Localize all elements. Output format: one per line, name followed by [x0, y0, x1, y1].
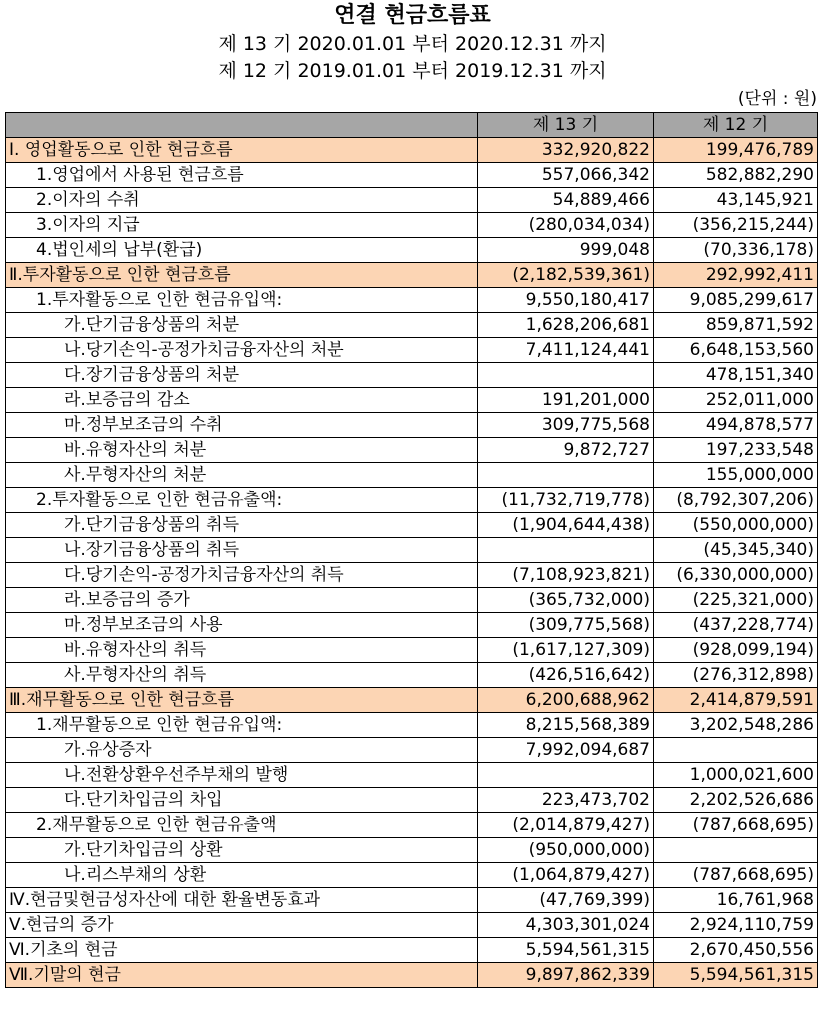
value-period-13: (7,108,923,821) — [478, 563, 654, 588]
value-period-12 — [654, 838, 818, 863]
value-period-13 — [478, 538, 654, 563]
table-row — [6, 938, 818, 963]
value-period-13: 8,215,568,389 — [478, 713, 654, 738]
row-label: Ⅵ.기초의 현금 — [6, 938, 478, 963]
row-label: Ⅱ.투자활동으로 인한 현금흐름 — [6, 263, 478, 288]
value-period-12: 582,882,290 — [654, 163, 818, 188]
value-period-13: 191,201,000 — [478, 388, 654, 413]
table-row — [6, 538, 818, 563]
value-period-12: (225,321,000) — [654, 588, 818, 613]
table-row — [6, 888, 818, 913]
value-period-12: (6,330,000,000) — [654, 563, 818, 588]
unit-label: (단위 : 원) — [737, 89, 817, 109]
value-period-12: 197,233,548 — [654, 438, 818, 463]
value-period-13: (2,014,879,427) — [478, 813, 654, 838]
value-period-13: (365,732,000) — [478, 588, 654, 613]
value-period-12: 2,670,450,556 — [654, 938, 818, 963]
value-period-12: (787,668,695) — [654, 813, 818, 838]
row-label: 나.장기금융상품의 취득 — [6, 538, 478, 563]
row-label: 3.이자의 지급 — [6, 213, 478, 238]
value-period-13 — [478, 363, 654, 388]
table-row — [6, 963, 818, 988]
value-period-13: 9,550,180,417 — [478, 288, 654, 313]
table-row — [6, 288, 818, 313]
row-label: 4.법인세의 납부(환급) — [6, 238, 478, 263]
value-period-13: 332,920,822 — [478, 138, 654, 163]
value-period-12: 2,924,110,759 — [654, 913, 818, 938]
value-period-13 — [478, 463, 654, 488]
table-row — [6, 663, 818, 688]
row-label: 1.영업에서 사용된 현금흐름 — [6, 163, 478, 188]
value-period-13: 557,066,342 — [478, 163, 654, 188]
value-period-12: 1,000,021,600 — [654, 763, 818, 788]
value-period-12: (787,668,695) — [654, 863, 818, 888]
table-row — [6, 513, 818, 538]
value-period-13: (11,732,719,778) — [478, 488, 654, 513]
table-row — [6, 388, 818, 413]
value-period-12: (8,792,307,206) — [654, 488, 818, 513]
table-row — [6, 688, 818, 713]
value-period-12: 5,594,561,315 — [654, 963, 818, 988]
value-period-13: (426,516,642) — [478, 663, 654, 688]
value-period-12: 3,202,548,286 — [654, 713, 818, 738]
table-row — [6, 488, 818, 513]
value-period-12: (550,000,000) — [654, 513, 818, 538]
row-label: 라.보증금의 감소 — [6, 388, 478, 413]
row-label: 다.장기금융상품의 처분 — [6, 363, 478, 388]
value-period-12: 199,476,789 — [654, 138, 818, 163]
value-period-13: (950,000,000) — [478, 838, 654, 863]
value-period-12: 494,878,577 — [654, 413, 818, 438]
value-period-12: 9,085,299,617 — [654, 288, 818, 313]
value-period-13 — [478, 763, 654, 788]
row-label: Ⅴ.현금의 증가 — [6, 913, 478, 938]
row-label: 가.단기금융상품의 처분 — [6, 313, 478, 338]
table-row — [6, 263, 818, 288]
row-label: 2.투자활동으로 인한 현금유출액: — [6, 488, 478, 513]
value-period-13: 6,200,688,962 — [478, 688, 654, 713]
value-period-13: 7,992,094,687 — [478, 738, 654, 763]
value-period-12: 292,992,411 — [654, 263, 818, 288]
period-current: 제 13 기 2020.01.01 부터 2020.12.31 까지 — [218, 33, 607, 55]
table-row — [6, 413, 818, 438]
row-label: 다.단기차입금의 차입 — [6, 788, 478, 813]
table-row — [6, 313, 818, 338]
table-row — [6, 588, 818, 613]
table-row — [6, 163, 818, 188]
value-period-13: (2,182,539,361) — [478, 263, 654, 288]
table-row — [6, 613, 818, 638]
table-row — [6, 363, 818, 388]
row-label: 2.이자의 수취 — [6, 188, 478, 213]
row-label: 나.전환상환우선주부채의 발행 — [6, 763, 478, 788]
value-period-13: (1,064,879,427) — [478, 863, 654, 888]
value-period-12: (928,099,194) — [654, 638, 818, 663]
header-row — [6, 113, 818, 138]
row-label: Ⅳ.현금및현금성자산에 대한 환율변동효과 — [6, 888, 478, 913]
statement-title: 연결 현금흐름표 — [334, 3, 491, 28]
header-period-12: 제 12 기 — [654, 113, 818, 138]
value-period-12: 16,761,968 — [654, 888, 818, 913]
value-period-13: (1,617,127,309) — [478, 638, 654, 663]
row-label: 1.재무활동으로 인한 현금유입액: — [6, 713, 478, 738]
value-period-12: 6,648,153,560 — [654, 338, 818, 363]
value-period-13: 223,473,702 — [478, 788, 654, 813]
row-label: 라.보증금의 증가 — [6, 588, 478, 613]
value-period-12: (356,215,244) — [654, 213, 818, 238]
row-label: 다.당기손익-공정가치금융자산의 취득 — [6, 563, 478, 588]
value-period-13: 999,048 — [478, 238, 654, 263]
value-period-12: 252,011,000 — [654, 388, 818, 413]
table-row — [6, 138, 818, 163]
value-period-12 — [654, 738, 818, 763]
row-label: 가.단기금융상품의 취득 — [6, 513, 478, 538]
table-row — [6, 913, 818, 938]
row-label: Ⅰ. 영업활동으로 인한 현금흐름 — [6, 138, 478, 163]
value-period-13: (309,775,568) — [478, 613, 654, 638]
table-row — [6, 438, 818, 463]
value-period-12: (276,312,898) — [654, 663, 818, 688]
row-label: Ⅶ.기말의 현금 — [6, 963, 478, 988]
value-period-13: (47,769,399) — [478, 888, 654, 913]
value-period-12: 2,202,526,686 — [654, 788, 818, 813]
row-label: 바.유형자산의 처분 — [6, 438, 478, 463]
row-label: 나.당기손익-공정가치금융자산의 처분 — [6, 338, 478, 363]
value-period-13: 9,897,862,339 — [478, 963, 654, 988]
value-period-13: 7,411,124,441 — [478, 338, 654, 363]
cash-flow-table — [5, 112, 818, 988]
row-label: 바.유형자산의 취득 — [6, 638, 478, 663]
table-row — [6, 238, 818, 263]
table-row — [6, 213, 818, 238]
row-label: 2.재무활동으로 인한 현금유출액 — [6, 813, 478, 838]
table-row — [6, 838, 818, 863]
value-period-12: (45,345,340) — [654, 538, 818, 563]
table-row — [6, 713, 818, 738]
value-period-13: 9,872,727 — [478, 438, 654, 463]
table-row — [6, 188, 818, 213]
value-period-12: 478,151,340 — [654, 363, 818, 388]
row-label: 가.유상증자 — [6, 738, 478, 763]
value-period-13: 1,628,206,681 — [478, 313, 654, 338]
row-label: 마.정부보조금의 사용 — [6, 613, 478, 638]
value-period-13: 5,594,561,315 — [478, 938, 654, 963]
table-row — [6, 813, 818, 838]
value-period-12: 859,871,592 — [654, 313, 818, 338]
table-row — [6, 863, 818, 888]
row-label: 가.단기차입금의 상환 — [6, 838, 478, 863]
table-row — [6, 563, 818, 588]
table-row — [6, 788, 818, 813]
row-label: Ⅲ.재무활동으로 인한 현금흐름 — [6, 688, 478, 713]
value-period-12: (70,336,178) — [654, 238, 818, 263]
header-item — [6, 113, 478, 138]
value-period-12: 155,000,000 — [654, 463, 818, 488]
period-prior: 제 12 기 2019.01.01 부터 2019.12.31 까지 — [218, 60, 607, 82]
value-period-13: 309,775,568 — [478, 413, 654, 438]
value-period-12: 2,414,879,591 — [654, 688, 818, 713]
table-row — [6, 763, 818, 788]
value-period-13: (1,904,644,438) — [478, 513, 654, 538]
table-row — [6, 463, 818, 488]
value-period-12: (437,228,774) — [654, 613, 818, 638]
value-period-13: (280,034,034) — [478, 213, 654, 238]
table-row — [6, 738, 818, 763]
table-row — [6, 638, 818, 663]
value-period-13: 54,889,466 — [478, 188, 654, 213]
value-period-13: 4,303,301,024 — [478, 913, 654, 938]
row-label: 사.무형자산의 취득 — [6, 663, 478, 688]
value-period-12: 43,145,921 — [654, 188, 818, 213]
row-label: 사.무형자산의 처분 — [6, 463, 478, 488]
row-label: 1.투자활동으로 인한 현금유입액: — [6, 288, 478, 313]
row-label: 마.정부보조금의 수취 — [6, 413, 478, 438]
header-period-13: 제 13 기 — [478, 113, 654, 138]
row-label: 나.리스부채의 상환 — [6, 863, 478, 888]
table-row — [6, 338, 818, 363]
